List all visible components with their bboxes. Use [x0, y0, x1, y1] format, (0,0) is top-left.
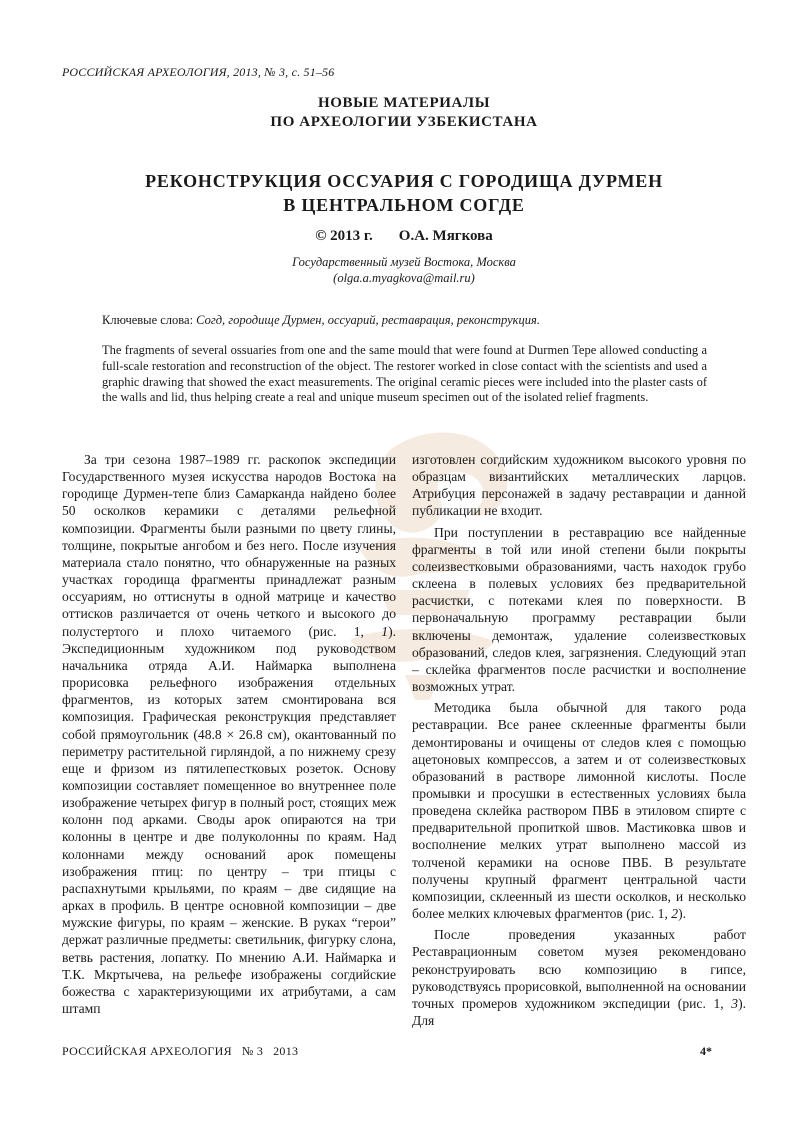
- figure-reference: 2: [671, 906, 679, 922]
- footer-journal-name: РОССИЙСКАЯ АРХЕОЛОГИЯ: [62, 1044, 232, 1058]
- abstract: The fragments of several ossuaries from one and the same mould that were found at Durmen Tepe allowed conducting a full-scale restoration and reconstruction of the object. The restorer worked in close contact with the scientists and used a graphic drawing that showed the exact measurements. The original ceramic pieces were included into the plaster casts of the walls and lid, thus helping create a real and unique museum specimen out of the isolated relief fragments.: [102, 343, 707, 405]
- body-text: После проведения указанных работ Реставрационным советом музея рекомендовано реконструировать всю композицию в гипсе, руководствуясь прорисовкой, выполненной на основании точных промеров художником экспедиции (рис. 1,: [412, 927, 746, 1011]
- body-paragraph: [412, 699, 746, 922]
- keywords: [102, 313, 707, 328]
- footer-issue: № 3: [241, 1044, 264, 1058]
- keywords-value: Согд, городище Дурмен, оссуарий, реставрация, реконструкция.: [196, 313, 540, 327]
- body-column-left: [62, 451, 396, 1017]
- section-heading: [0, 94, 808, 132]
- section-heading-line-2: ПО АРХЕОЛОГИИ УЗБЕКИСТАНА: [270, 114, 538, 130]
- affiliation-institution: Государственный музей Востока, Москва: [292, 255, 516, 269]
- body-paragraph: [62, 451, 396, 1017]
- body-paragraph: При поступлении в реставрацию все найденные фрагменты в той или иной степени были покрыты солеизвестковыми образованиями, часть находок грубо склеена в полевых условиях без предварительной расчистки, с потеками клея по поверхности. В первоначальную программу реставрации были включены демонтаж, удаление солеизвестковых образований, следов клея, загрязнения. Следующий этап – склейка фрагментов после расчистки и восполнение возможных утрат.: [412, 524, 746, 695]
- body-text: ). Экспедиционным художником под руководством начальника отряда А.И. Наймарка выполнена прорисовка рельефного изображения отдельных фрагментов, из которых затем смонтирована вся композиция. Графическая реконструкция представляет собой прямоугольник (48.8 × 26.8 см), окантованный по периметру растительной гирляндой, а по нижнему срезу еще и фризом из пятилепестковых розеток. Основу композиции составляет помещенное во внутреннее поле изображение четырех фигур в полный рост, стоящих меж колонн под арками. Своды арок опираются на три колонны в центре и две полуколонны по краям. Над колоннами между оснований арок помещены изображения птиц: по центру – три птицы с распахнутыми крыльями, по краям – две сидящие на арках в профиль. В центре основной композиции – две мужские фигуры, по краям – женские. В руках “герои” держат различные предметы: светильник, фигурку слона, ветвь растения, лопатку. По мнению А.И. Наймарка и Т.К. Мкртычева, на рельефе изображены согдийские божества с характеризующими их атрибутами, а сам штамп: [62, 623, 396, 1016]
- copyright-year: © 2013 г.: [315, 228, 373, 244]
- figure-reference: 1: [381, 623, 389, 639]
- body-text: За три сезона 1987–1989 гг. раскопок экспедиции Государственного музея искусства народов Востока на городище Дурмен-тепе близ Самарканда найдено более 50 осколков керамики с деталями рельефной композиции. Фрагменты были разными по цвету глины, толщине, покрытые ангобом и без него. После изучения материала стало понятно, что обнаруженные на разных участках городища фрагменты принадлежат разным оссуариям, но оттиснуты в одной матрице и качество оттисков различается от очень четкого и высокого до полустертого и плохо читаемого (рис. 1,: [62, 452, 396, 639]
- body-text: Методика была обычной для такого рода реставрации. Все ранее склеенные фрагменты были демонтированы и очищены от следов клея с помощью ацетоновых компрессов, а затем и от солеизвестковых образований в растворе лимонной кислоты. После промывки и просушки в естественных условиях была проведена склейка раствором ПВБ в этиловом спирте с предварительной пропиткой швов. Мастиковка швов и восполнение мелких утрат выполнено массой из толченой керамики на основе ПВБ. В результате получены крупный фрагмент центральной части композиции, склеенный из шести осколков, и несколько более мелких ключевых фрагментов (рис. 1,: [412, 700, 746, 922]
- body-paragraph: [412, 926, 746, 1029]
- byline: [0, 228, 808, 245]
- affiliation: [0, 254, 808, 286]
- body-text: ).: [678, 906, 686, 922]
- author-email[interactable]: (olga.a.myagkova@mail.ru): [333, 271, 475, 285]
- article-title-line-1: РЕКОНСТРУКЦИЯ ОССУАРИЯ С ГОРОДИЩА ДУРМЕН: [145, 171, 663, 191]
- page-number: 4*: [700, 1044, 712, 1058]
- running-head: РОССИЙСКАЯ АРХЕОЛОГИЯ, 2013, № 3, с. 51–56: [62, 65, 335, 79]
- keywords-label: Ключевые слова:: [102, 313, 194, 327]
- footer-year: 2013: [273, 1044, 299, 1058]
- body-column-right: [412, 451, 746, 1029]
- body-paragraph: изготовлен согдийским художником высокого уровня по образцам византийских металлических ларцов. Атрибуция персонажей в задачу реставрации и данной публикации не входит.: [412, 452, 746, 519]
- article-title: [0, 169, 808, 217]
- author-name: О.А. Мягкова: [398, 228, 493, 244]
- footer-journal: [62, 1044, 298, 1059]
- article-title-line-2: В ЦЕНТРАЛЬНОМ СОГДЕ: [283, 195, 525, 215]
- figure-reference: 3: [731, 995, 739, 1011]
- body-text: ). Для: [412, 995, 746, 1028]
- section-heading-line-1: НОВЫЕ МАТЕРИАЛЫ: [317, 95, 491, 111]
